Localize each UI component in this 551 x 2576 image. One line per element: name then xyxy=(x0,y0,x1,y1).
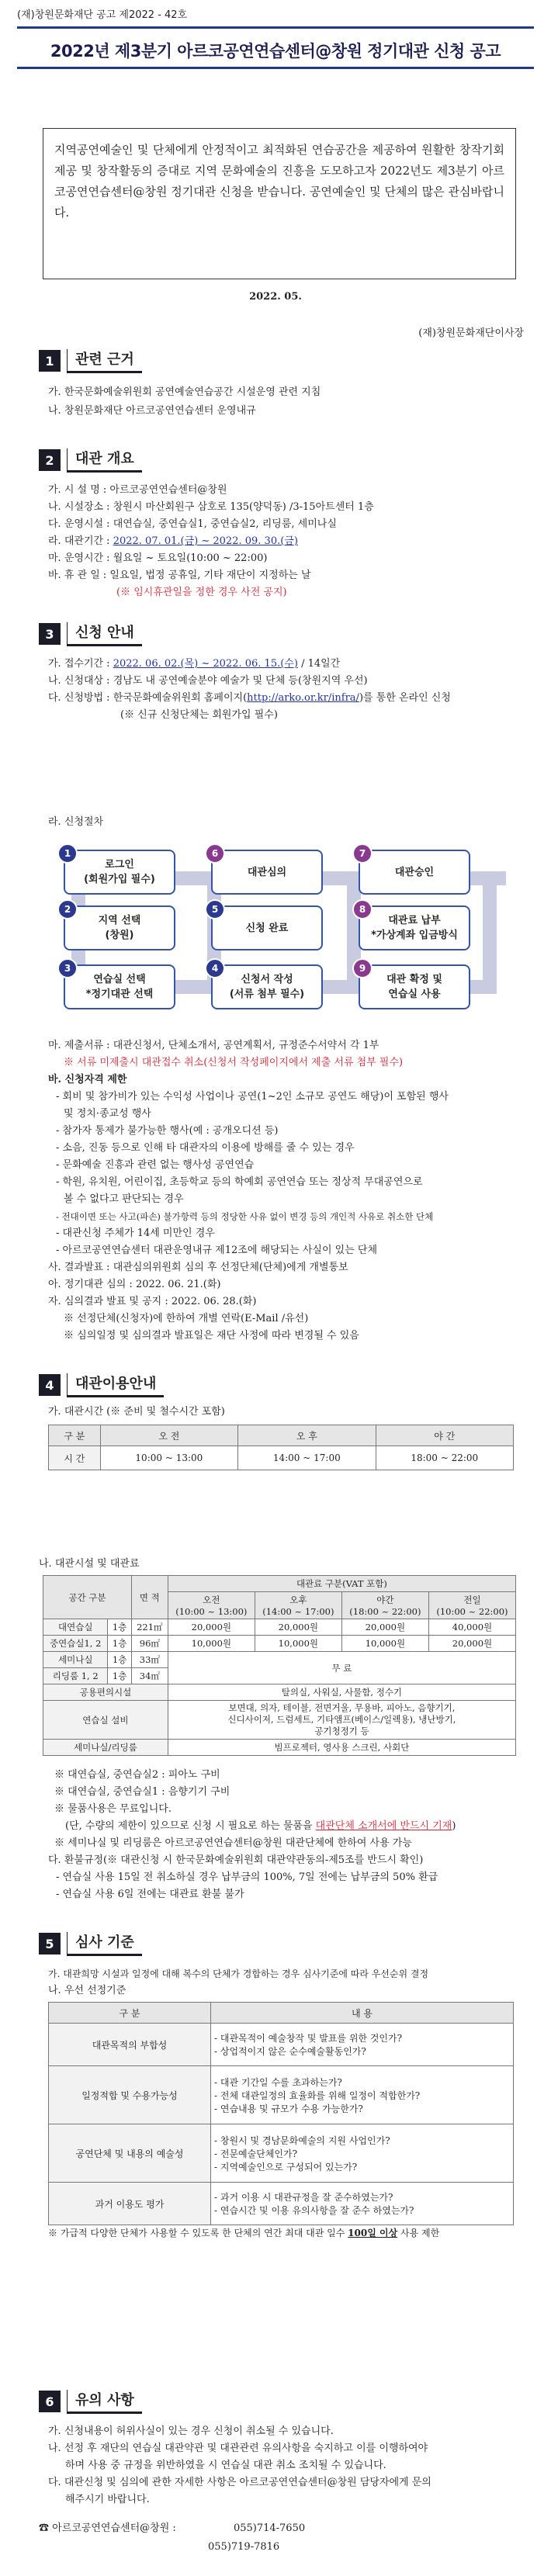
equipment-line: 공기청정기 등 xyxy=(314,1726,369,1736)
flow-step-number: 5 xyxy=(205,899,225,919)
restriction-item: - 대관신청 주체가 14세 미만인 경우 xyxy=(56,1227,215,1239)
table-header: 야 간 xyxy=(376,1425,513,1446)
section-number: 2 xyxy=(39,449,61,471)
application-period-label: 가. 접수기간 : xyxy=(48,658,113,670)
table-header: 오 후 xyxy=(238,1425,376,1446)
section-number: 3 xyxy=(39,623,61,645)
section-5-header xyxy=(39,1932,142,1955)
criteria-line: - 창원시 및 경남문화예술의 지원 사업인가? xyxy=(214,2135,390,2146)
list-item: 가. 한국문화예술위원회 공연예술연습공간 시설운영 관련 지침 xyxy=(48,386,321,398)
document-reference: (재)창원문화재단 공고 제2022 - 42호 xyxy=(17,9,188,21)
procedure-label: 라. 신청절차 xyxy=(48,816,104,828)
rental-time-title: 가. 대관시간 (※ 준비 및 철수시간 포함) xyxy=(48,1406,225,1418)
caution-item: 하며 사용 중 규정을 위반하였을 시 연습실 대관 취소 조치될 수 있습니다. xyxy=(65,2460,386,2471)
table-row xyxy=(43,1740,516,1756)
table-cell: 무 료 xyxy=(168,1652,515,1684)
table-header-text: 오후 xyxy=(289,1594,307,1605)
table-header-time: (10:00 ~ 13:00) xyxy=(175,1606,248,1617)
flow-step-label: 신청 완료 xyxy=(245,922,289,934)
flow-step xyxy=(359,850,470,895)
table-row xyxy=(49,2066,514,2124)
required-documents: 마. 제출서류 : 대관신청서, 단체소개서, 공연계획서, 규정준수서약서 각 1부 xyxy=(48,1040,379,1051)
table-cell: 20,000원 xyxy=(428,1636,515,1652)
announcement-date: 2022. 05. xyxy=(249,291,302,303)
rental-period xyxy=(48,534,298,549)
equipment-line: 보면대, 의자, 테이블, 전면거울, 무용바, 피아노, 음향기기, xyxy=(228,1702,456,1713)
criteria-line: - 지역예술인으로 구성되어 있는가? xyxy=(214,2161,358,2173)
flow-step-number: 8 xyxy=(352,899,373,919)
table-cell: 중연습실1, 2 xyxy=(43,1636,108,1652)
application-method xyxy=(48,691,451,706)
facility-location: 나. 시설장소 : 창원시 마산회원구 삼호로 135(양덕동) /3-15아트센터 1층 xyxy=(48,501,374,513)
restriction-item: - 아르코공연연습센터 대관운영내규 제12조에 해당되는 사실이 있는 단체 xyxy=(56,1245,378,1256)
flow-band xyxy=(483,871,497,988)
table-row xyxy=(43,1636,516,1652)
application-period-link[interactable]: 2022. 06. 02.(목) ~ 2022. 06. 15.(수) xyxy=(113,658,298,670)
table-cell: 34㎡ xyxy=(131,1668,168,1684)
restriction-item: - 전대이면 또는 사고(파손) 불가항력 등의 정당한 사유 없이 변경 등의 개인적 사유로 취소한 단체 xyxy=(56,1211,434,1222)
flow-step-number: 7 xyxy=(352,843,373,864)
flow-step xyxy=(211,850,323,895)
table-cell: 33㎡ xyxy=(131,1652,168,1668)
arko-website-link[interactable]: http://arko.or.kr/infra/ xyxy=(247,692,359,704)
table-cell: 일정적합 및 수용가능성 xyxy=(49,2066,211,2124)
flow-step-label: 신청서 작성 xyxy=(241,974,293,985)
criteria-line: - 전문예술단체인가? xyxy=(214,2148,298,2159)
facility-note: ※ 대연습실, 중연습실1 : 음향기기 구비 xyxy=(54,1786,230,1798)
table-cell: 40,000원 xyxy=(428,1619,515,1636)
table-cell: 공연단체 및 내용의 예술성 xyxy=(49,2124,211,2183)
table-cell: 1층 xyxy=(108,1652,131,1668)
table-cell: 18:00 ~ 22:00 xyxy=(376,1446,513,1470)
table-cell xyxy=(168,1701,515,1740)
table-header: 대관료 구분(VAT 포함) xyxy=(168,1576,515,1592)
flow-step-label: 지역 선택 xyxy=(98,915,141,926)
contact-line xyxy=(39,2520,305,2537)
table-header: 공간 구분 xyxy=(43,1576,132,1619)
table-cell xyxy=(211,2124,514,2183)
table-header: 구 분 xyxy=(49,1425,101,1446)
table-cell: 96㎡ xyxy=(131,1636,168,1652)
flow-step-number: 3 xyxy=(57,958,78,978)
list-item: 나. 창원문화재단 아르코공연연습센터 운영내규 xyxy=(48,405,256,417)
restriction-item: - 학원, 유치원, 어린이집, 초등학교 등의 학예회 공연연습 또는 정상적 무대공연으로 xyxy=(56,1176,423,1188)
usage-limit-emphasis: 100일 이상 xyxy=(348,2228,398,2238)
table-row xyxy=(49,2124,514,2183)
criteria-line: - 연습시간 및 이용 유의사항을 잘 준수 하였는가? xyxy=(214,2205,414,2216)
restriction-item: - 참가자 통제가 불가능한 행사(예 : 공개오디션 등) xyxy=(56,1125,279,1137)
flow-step xyxy=(64,850,175,895)
restriction-item: 볼 수 없다고 판단되는 경우 xyxy=(64,1193,184,1205)
schedule-note: ※ 심의일정 및 심의결과 발표일은 재단 사정에 따라 변경될 수 있음 xyxy=(64,1330,359,1342)
flow-step-label: 대관료 납부 xyxy=(388,915,441,926)
table-header: 오 전 xyxy=(100,1425,237,1446)
table-row xyxy=(43,1684,516,1701)
table-cell: 리딩룸 1, 2 xyxy=(43,1668,108,1684)
table-row xyxy=(49,2183,514,2225)
section-2-header xyxy=(39,448,142,472)
review-criteria-intro: 가. 대관희망 시설과 일정에 대해 복수의 단체가 경합하는 경우 심사기준에 따라 우선순위 결정 xyxy=(48,1968,429,1979)
closed-days: 바. 휴 관 일 : 일요일, 법정 공휴일, 기타 재단이 지정하는 날 xyxy=(48,570,311,581)
table-header: 구 분 xyxy=(49,2003,211,2024)
caution-item: 가. 신청내용이 허위사실이 있는 경우 신청이 취소될 수 있습니다. xyxy=(48,2425,334,2437)
flow-step-label: 로그인 xyxy=(105,859,134,871)
facility-note-text: (단, 수량의 제한이 있으므로 신청 시 필요로 하는 물품을 xyxy=(65,1820,316,1832)
facility-note: ※ 물품사용은 무료입니다. xyxy=(54,1803,172,1815)
criteria-line: - 과거 이용 시 대관규정을 잘 준수하였는가? xyxy=(214,2192,393,2203)
page-title: 2022년 제3분기 아르코공연연습센터@창원 정기대관 신청 공고 xyxy=(50,42,501,61)
table-cell: 빔프로젝터, 영사용 스크린, 사회단 xyxy=(168,1740,515,1756)
application-period-days: / 14일간 xyxy=(297,658,341,670)
flow-step xyxy=(211,905,323,950)
flow-step-sub: *가상계좌 입금방식 xyxy=(371,930,458,941)
table-cell: 세미나실/리딩룸 xyxy=(43,1740,168,1756)
table-cell: 10,000원 xyxy=(341,1636,428,1652)
usage-limit-note xyxy=(48,2225,439,2241)
flow-step-sub: (서류 첨부 필수) xyxy=(229,989,305,1000)
table-cell: 221㎡ xyxy=(131,1619,168,1636)
section-3-header xyxy=(39,622,142,646)
table-cell: 20,000원 xyxy=(341,1619,428,1636)
table-header-row xyxy=(49,2003,514,2024)
table-cell: 과거 이용도 평가 xyxy=(49,2183,211,2225)
table-cell: 대연습실 xyxy=(43,1619,108,1636)
restrictions-title: 바. 신청자격 제한 xyxy=(48,1074,127,1085)
result-date: 자. 심의결과 발표 및 공지 : 2022. 06. 28.(화) xyxy=(48,1296,257,1307)
refund-item: - 연습실 사용 15일 전 취소하실 경우 납부금의 100%, 7일 전에는 납부금의 50% 환급 xyxy=(56,1871,438,1883)
criteria-line: - 전체 대관일정의 효율화를 위해 일정이 적합한가? xyxy=(214,2090,421,2101)
facility-name: 가. 시 설 명 : 아르코공연연습센터@창원 xyxy=(48,484,227,496)
caution-item: 나. 선정 후 재단의 연습실 대관약관 및 대관관련 유의사항을 숙지하고 이를 이행하여야 xyxy=(48,2443,428,2454)
criteria-line: - 연습내용 및 규모가 수용 가능한가? xyxy=(214,2103,363,2114)
table-header-text: 야간 xyxy=(376,1594,394,1605)
application-period xyxy=(48,656,340,672)
section-4-header xyxy=(39,1373,164,1397)
flow-step xyxy=(64,964,175,1009)
usage-limit-text: 사용 제한 xyxy=(397,2228,440,2238)
table-header xyxy=(255,1592,341,1619)
table-header-time: (14:00 ~ 17:00) xyxy=(262,1606,334,1617)
flow-step-sub: (회원가입 필수) xyxy=(84,874,155,885)
table-cell: 20,000원 xyxy=(168,1619,255,1636)
flow-step xyxy=(211,964,323,1009)
caution-item: 다. 대관신청 및 심의에 관한 자세한 사항은 아르코공연연습센터@창원 담당자에게 문의 xyxy=(48,2477,431,2488)
facilities-fees-title: 나. 대관시설 및 대관료 xyxy=(39,1558,140,1570)
equipment-line: 신디사이저, 드럼세트, 기타앰프(베이스/일렉용), 냉난방기, xyxy=(227,1714,456,1725)
table-header: 면 적 xyxy=(131,1576,168,1619)
table-row xyxy=(43,1619,516,1636)
table-header-time: (10:00 ~ 22:00) xyxy=(436,1606,508,1617)
flow-step-number: 4 xyxy=(205,958,225,978)
section-title: 신청 안내 xyxy=(67,622,142,646)
flow-step-sub: 연습실 사용 xyxy=(388,989,441,1000)
table-cell xyxy=(211,2066,514,2124)
table-cell: 시 간 xyxy=(49,1446,101,1470)
facility-note-text: ) xyxy=(452,1820,456,1832)
section-number: 4 xyxy=(39,1374,61,1396)
application-flow-diagram xyxy=(48,842,514,1020)
table-header-row xyxy=(49,1425,514,1446)
table-header-text: 오전 xyxy=(203,1594,220,1605)
closed-days-note: (※ 임시휴관일을 정한 경우 사전 공지) xyxy=(116,587,287,598)
flow-step-label: 연습실 선택 xyxy=(93,974,146,985)
restriction-item: - 문화예술 진흥과 관련 없는 행사성 공연연습 xyxy=(56,1159,255,1171)
review-date: 아. 정기대관 심의 : 2022. 06. 21.(화) xyxy=(48,1279,221,1290)
section-title: 유의 사항 xyxy=(67,2390,142,2414)
restriction-item: 및 정치·종교성 행사 xyxy=(64,1108,151,1120)
flow-step-number: 9 xyxy=(352,958,373,978)
criteria-line: - 대관 기간일 수를 초과하는가? xyxy=(214,2076,342,2088)
section-number: 1 xyxy=(39,350,61,372)
table-cell xyxy=(211,2183,514,2225)
table-cell: 1층 xyxy=(108,1668,131,1684)
application-method-suffix: )를 통한 온라인 신청 xyxy=(359,692,451,704)
section-number: 5 xyxy=(39,1933,61,1955)
section-title: 관련 근거 xyxy=(67,349,142,373)
contact-fax: 055)719-7816 xyxy=(208,2541,280,2553)
table-cell: 20,000원 xyxy=(255,1619,341,1636)
phone-icon-label: ☎ 아르코공연연습센터@창원 : xyxy=(39,2522,176,2534)
refund-item: - 연습실 사용 6일 전에는 대관료 환불 불가 xyxy=(56,1889,244,1900)
documents-note: ※ 서류 미제출시 대관접수 취소(신청서 작성페이지에서 제출 서류 첨부 필수) xyxy=(64,1057,404,1068)
restriction-item: - 소음, 진동 등으로 인해 타 대관자의 이용에 방해를 줄 수 있는 경우 xyxy=(56,1142,355,1154)
table-cell: 대관목적의 부합성 xyxy=(49,2024,211,2066)
section-title: 대관이용안내 xyxy=(67,1373,164,1397)
facility-note xyxy=(65,1819,456,1834)
flow-step-number: 1 xyxy=(57,843,78,864)
rental-period-link[interactable]: 2022. 07. 01.(금) ~ 2022. 09. 30.(금) xyxy=(113,535,298,547)
table-header-time: (18:00 ~ 22:00) xyxy=(349,1606,421,1617)
table-cell: 1층 xyxy=(108,1619,131,1636)
contact-tel: 055)714-7650 xyxy=(233,2522,306,2534)
criteria-line: - 상업적이지 않은 순수예술활동인가? xyxy=(214,2046,366,2057)
eligible-applicants: 나. 신청대상 : 경남도 내 공연예술분야 예술가 및 단체 등(창원지역 우선) xyxy=(48,675,368,687)
section-title: 대관 개요 xyxy=(67,448,142,473)
flow-step-number: 6 xyxy=(205,843,225,864)
application-method-label: 다. 신청방법 : 한국문화예술위원회 홈페이지( xyxy=(48,692,248,704)
title-rule-bottom xyxy=(17,67,534,69)
flow-step-label: 대관 확정 및 xyxy=(386,974,442,985)
membership-note: (※ 신규 신청단체는 회원가입 필수) xyxy=(120,709,278,721)
flow-step xyxy=(64,905,175,950)
table-cell: 세미나실 xyxy=(43,1652,108,1668)
table-header xyxy=(168,1592,255,1619)
table-header xyxy=(341,1592,428,1619)
table-header xyxy=(428,1592,515,1619)
rental-period-label: 라. 대관기간 : xyxy=(48,535,113,547)
table-cell xyxy=(211,2024,514,2066)
review-criteria-table xyxy=(48,2002,514,2225)
table-cell: 10,000원 xyxy=(255,1636,341,1652)
criteria-line: - 대관목적이 예술창작 및 발표를 위한 것인가? xyxy=(214,2033,403,2044)
table-header: 내 용 xyxy=(211,2003,514,2024)
table-row xyxy=(43,1652,516,1668)
table-cell: 연습실 설비 xyxy=(43,1701,168,1740)
section-title: 심사 기준 xyxy=(67,1932,142,1956)
result-note: ※ 선정단체(신청자)에 한하여 개별 연락(E-Mail /유선) xyxy=(64,1313,309,1324)
intro-box xyxy=(43,128,516,279)
facility-note: ※ 세미나실 및 리딩룸은 아르코공연연습센터@창원 대관단체에 한하여 사용 가능 xyxy=(54,1837,412,1849)
table-row xyxy=(49,2024,514,2066)
refund-policy-title: 다. 환불규정(※ 대관신청 시 한국문화예술위원회 대관약관동의-제5조를 반드시 확인) xyxy=(48,1854,424,1866)
table-cell: 10,000원 xyxy=(168,1636,255,1652)
title-rule-top xyxy=(17,26,534,29)
result-notice: 사. 결과발표 : 대관심의위원회 심의 후 선정단체(단체)에게 개별통보 xyxy=(48,1262,348,1273)
flow-step xyxy=(359,905,470,950)
table-row xyxy=(43,1701,516,1740)
caution-item: 해주시기 바랍니다. xyxy=(65,2494,150,2505)
operating-hours: 마. 운영시간 : 월요일 ~ 토요일(10:00 ~ 22:00) xyxy=(48,552,268,564)
priority-criteria-label: 나. 우선 선정기준 xyxy=(48,1985,126,1996)
flow-step-sub: (창원) xyxy=(105,930,134,941)
intro-text: 지역공연예술인 및 단체에게 안정적이고 최적화된 연습공간을 제공하여 원활한 창작기회 제공 및 창작활동의 증대로 지역 문화예술의 진흥을 도모하고자 2022년도 제3분기 아르코공연연습센터@창원 정기대관 신청을 받습니다. 공연예술인 및 단체의 많은 관심바랍니다. xyxy=(54,143,504,220)
rental-time-table xyxy=(48,1425,514,1470)
facility-note-emphasis: 대관단체 소개서에 반드시 기재 xyxy=(315,1820,452,1832)
flow-step-label: 대관승인 xyxy=(394,866,435,878)
table-cell: 14:00 ~ 17:00 xyxy=(238,1446,376,1470)
table-cell: 공용편의시설 xyxy=(43,1684,168,1701)
flow-step-label: 대관심의 xyxy=(247,866,287,878)
table-cell: 탈의실, 사워실, 사물함, 정수기 xyxy=(168,1684,515,1701)
section-6-header xyxy=(39,2390,142,2413)
table-cell: 10:00 ~ 13:00 xyxy=(100,1446,237,1470)
issuing-organization: (재)창원문화재단이사장 xyxy=(418,327,524,339)
facilities-fee-table xyxy=(43,1575,516,1756)
table-header-row xyxy=(43,1576,516,1592)
section-1-header xyxy=(39,349,142,372)
flow-step xyxy=(359,964,470,1009)
section-number: 6 xyxy=(39,2391,61,2412)
restriction-item: - 회비 및 참가비가 있는 수익성 사업이나 공연(1~2인 소규모 공연도 해당)이 포함된 행사 xyxy=(56,1091,449,1103)
usage-limit-text: ※ 가급적 다양한 단체가 사용할 수 있도록 한 단체의 연간 최대 대관 일수 xyxy=(48,2228,348,2238)
operated-facilities: 다. 운영시설 : 대연습실, 중연습실1, 중연습실2, 리딩룸, 세미나실 xyxy=(48,518,337,530)
flow-step-number: 2 xyxy=(57,899,78,919)
flow-step-sub: *정기대관 선택 xyxy=(85,989,154,1000)
table-cell: 1층 xyxy=(108,1636,131,1652)
facility-note: ※ 대연습실, 중연습실2 : 피아노 구비 xyxy=(54,1769,220,1781)
table-header-text: 전일 xyxy=(463,1594,481,1605)
table-row xyxy=(49,1446,514,1470)
